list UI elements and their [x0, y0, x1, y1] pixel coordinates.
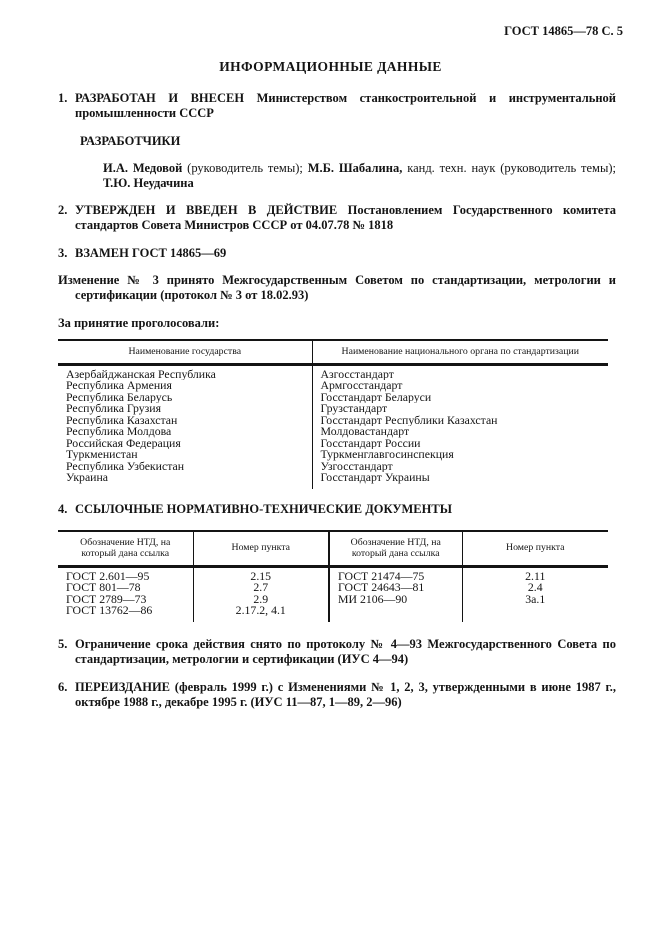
document-content — [58, 91, 616, 710]
section-2-text: УТВЕРЖДЕН И ВВЕДЕН В ДЕЙСТВИЕ Постановлением Государственного комитета стандартов Совета Министров СССР от 04.07.78 № 1818 — [75, 203, 616, 232]
table-row — [58, 594, 608, 606]
section-1-number: 1. — [58, 91, 68, 105]
table-cell: МИ 2106—90 — [329, 594, 462, 606]
vote-table-header-row — [58, 340, 608, 364]
table-cell: 2.17.2, 4.1 — [193, 605, 329, 617]
table-cell: Украина — [58, 472, 312, 484]
table-row — [58, 472, 608, 484]
developers-list — [103, 161, 616, 191]
section-3 — [58, 246, 616, 261]
developers-heading: РАЗРАБОТЧИКИ — [80, 134, 181, 148]
reference-documents-table — [58, 530, 608, 622]
table-cell: ГОСТ 24643—81 — [329, 582, 462, 594]
table-row — [58, 605, 608, 617]
table-cell: ГОСТ 2.601—95 — [58, 566, 193, 582]
section-2 — [58, 203, 616, 233]
table-cell: Республика Армения — [58, 380, 312, 392]
section-4-text: ССЫЛОЧНЫЕ НОРМАТИВНО-ТЕХНИЧЕСКИЕ ДОКУМЕНТЫ — [75, 501, 452, 516]
table-row — [58, 582, 608, 594]
table-cell: Туркменистан — [58, 449, 312, 461]
developer-name: М.Б. Шабалина, — [307, 161, 403, 175]
table-cell: 2.9 — [193, 594, 329, 606]
section-4-number: 4. — [58, 501, 68, 516]
developer-name: И.А. Медовой — [103, 161, 183, 175]
table-spacer-row — [58, 617, 608, 622]
table-cell — [58, 484, 312, 489]
vote-table-body — [58, 364, 608, 489]
table-row — [58, 380, 608, 392]
table-cell: 2.4 — [527, 582, 543, 594]
table-cell: ГОСТ 801—78 — [58, 582, 193, 594]
section-5-number: 5. — [58, 636, 68, 651]
table-cell: 2.15 — [193, 566, 329, 582]
ref-table-header-row — [58, 531, 608, 567]
table-cell: ГОСТ 13762—86 — [58, 605, 193, 617]
table-cell: Республика Грузия — [58, 403, 312, 415]
section-6-text: ПЕРЕИЗДАНИЕ (февраль 1999 г.) с Изменениями № 1, 2, 3, утвержденными в июне 1987 г., октябре 1988 г., декабре 1995 г. (ИУС 11—87, 1—89, 2—96) — [75, 679, 616, 709]
table-cell — [193, 617, 329, 622]
section-1-text: РАЗРАБОТАН И ВНЕСЕН Министерством станкостроительной и инструментальной промышленности СССР — [75, 91, 616, 120]
page-header: ГОСТ 14865—78 С. 5 — [504, 24, 623, 38]
page-title: ИНФОРМАЦИОННЫЕ ДАННЫЕ — [219, 59, 442, 74]
section-5 — [58, 637, 616, 667]
table-cell: Республика Казахстан — [58, 415, 312, 427]
table-cell — [58, 617, 193, 622]
section-6-number: 6. — [58, 679, 68, 694]
table-cell: Республика Беларусь — [58, 392, 312, 404]
table-cell: 3а.1 — [525, 593, 546, 605]
table-cell — [462, 617, 608, 622]
table-cell — [329, 617, 462, 622]
table-row — [58, 461, 608, 473]
ref-table-body — [58, 566, 608, 622]
table-cell: Российская Федерация — [58, 438, 312, 450]
table-cell: Грузстандарт — [320, 403, 388, 415]
table-row — [58, 438, 608, 450]
section-2-number: 2. — [58, 203, 68, 217]
column-header-ntd-designation: Обозначение НТД, на который дана ссылка — [329, 531, 462, 567]
table-cell — [329, 605, 462, 617]
amendment-note: Изменение № 3 принято Межгосударственным Советом по стандартизации, метрологии и сертификации (протокол № 3 от 18.02.93) — [58, 273, 616, 302]
table-row — [58, 426, 608, 438]
table-cell: Узгосстандарт — [320, 460, 393, 472]
column-header-ntd-designation: Обозначение НТД, на который дана ссылка — [58, 531, 193, 567]
table-cell: 2.11 — [525, 568, 546, 582]
table-row — [58, 415, 608, 427]
table-cell: Туркменглавгосинспекция — [320, 449, 454, 461]
column-header-state: Наименование государства — [58, 340, 312, 364]
table-cell: ГОСТ 2789—73 — [58, 594, 193, 606]
table-cell — [462, 605, 608, 617]
table-cell: Республика Узбекистан — [58, 461, 312, 473]
developer-name: Т.Ю. Неудачина — [103, 176, 194, 190]
table-cell: Молдовастандарт — [320, 426, 410, 438]
column-header-clause-number: Номер пункта — [462, 531, 608, 567]
table-cell — [312, 484, 608, 489]
table-cell: Госстандарт Республики Казахстан — [320, 414, 498, 426]
table-row — [58, 449, 608, 461]
section-6 — [58, 680, 616, 710]
developer-role: (руководитель темы); — [182, 161, 308, 175]
section-3-text: ВЗАМЕН ГОСТ 14865—69 — [75, 246, 227, 260]
section-1 — [58, 91, 616, 121]
table-spacer-row — [58, 484, 608, 489]
section-5-text: Ограничение срока действия снято по протоколу № 4—93 Межгосударственного Совета по стандартизации, метрологии и сертификации (ИУС 4—94) — [75, 636, 616, 666]
table-row — [58, 566, 608, 582]
table-row — [58, 392, 608, 404]
column-header-clause-number: Номер пункта — [193, 531, 329, 567]
vote-table — [58, 339, 608, 489]
table-cell: ГОСТ 21474—75 — [329, 566, 462, 582]
table-cell: Азгосстандарт — [320, 366, 394, 380]
table-cell: Азербайджанская Республика — [58, 364, 312, 380]
vote-heading: За принятие проголосовали: — [58, 316, 220, 330]
table-cell: Госстандарт России — [320, 437, 421, 449]
table-cell: Республика Молдова — [58, 426, 312, 438]
table-row — [58, 403, 608, 415]
section-3-number: 3. — [58, 246, 68, 260]
column-header-national-body: Наименование национального органа по стандартизации — [312, 340, 608, 364]
developer-role: канд. техн. наук (руководитель темы); — [402, 161, 616, 175]
table-row — [58, 364, 608, 380]
section-4 — [58, 502, 616, 517]
table-cell: Армгосстандарт — [320, 380, 403, 392]
table-cell: 2.7 — [193, 582, 329, 594]
table-cell: Госстандарт Беларуси — [320, 391, 432, 403]
table-cell: Госстандарт Украины — [320, 472, 430, 484]
